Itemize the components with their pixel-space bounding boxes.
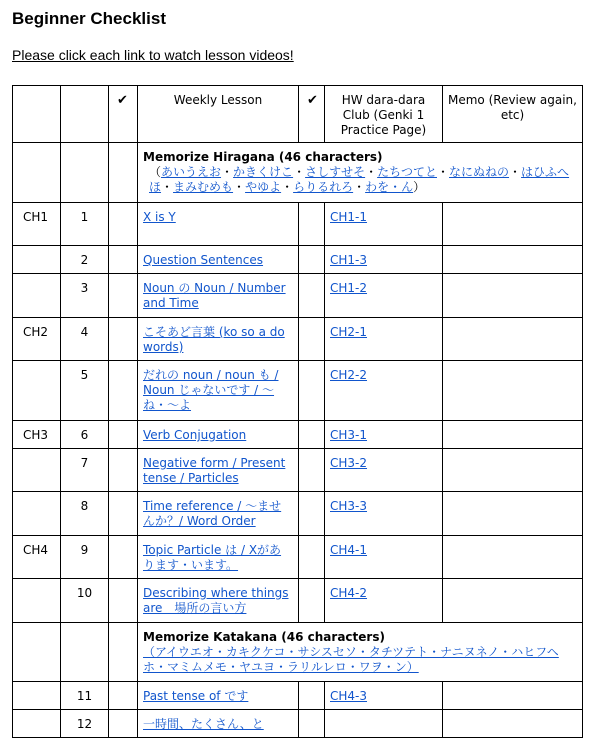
chapter-cell: CH3 [13, 421, 61, 449]
hiragana-link-wa-row[interactable]: わを・ん [365, 180, 414, 194]
katakana-links [143, 645, 577, 675]
hiragana-separator: ・ [281, 180, 294, 194]
lesson-checkbox-cell[interactable] [109, 449, 138, 492]
lesson-number: 5 [61, 361, 109, 421]
header-chapter [13, 86, 61, 143]
memo-cell[interactable] [443, 449, 583, 492]
lesson-cell [138, 203, 299, 246]
header-lesson-check: ✔ [109, 86, 138, 143]
lesson-cell [138, 246, 299, 274]
memo-cell[interactable] [443, 579, 583, 623]
lesson-link[interactable]: Negative form / Present tense / Particles [143, 456, 286, 485]
lesson-checkbox-cell[interactable] [109, 274, 138, 318]
lesson-row [13, 536, 583, 579]
chapter-cell [13, 492, 61, 536]
lesson-row [13, 492, 583, 536]
header-hw-check: ✔ [299, 86, 325, 143]
hw-link[interactable]: CH1-3 [330, 253, 368, 267]
lesson-link[interactable]: Describing where things are 場所の言い方 [143, 586, 289, 615]
header-weekly-lesson: Weekly Lesson [138, 86, 299, 143]
hw-link[interactable]: CH1-1 [330, 210, 368, 224]
header-homework: HW dara-dara Club (Genki 1 Practice Page) [325, 86, 443, 143]
hiragana-close-paren: ） [413, 180, 426, 194]
chapter-cell [13, 710, 61, 738]
hw-cell [325, 492, 443, 536]
lesson-number: 10 [61, 579, 109, 623]
lesson-number: 6 [61, 421, 109, 449]
hiragana-separator: ・ [365, 165, 378, 179]
lesson-row [13, 318, 583, 361]
lesson-row [13, 682, 583, 710]
chapter-cell [13, 449, 61, 492]
lesson-row [13, 361, 583, 421]
lesson-checkbox-cell[interactable] [109, 682, 138, 710]
katakana-spacer [13, 623, 61, 682]
lesson-link[interactable]: Verb Conjugation [143, 428, 247, 442]
hw-checkbox-cell[interactable] [299, 318, 325, 361]
page-subtitle: Please click each link to watch lesson videos! [12, 47, 294, 63]
hw-link[interactable]: CH3-1 [330, 428, 368, 442]
chapter-cell: CH1 [13, 203, 61, 246]
header-lesson-number [61, 86, 109, 143]
hw-link[interactable]: CH3-2 [330, 456, 368, 470]
lesson-row [13, 449, 583, 492]
hw-link[interactable]: CH3-3 [330, 499, 368, 513]
lesson-cell [138, 492, 299, 536]
memo-cell[interactable] [443, 318, 583, 361]
hiragana-separator: ・ [509, 165, 522, 179]
katakana-section-row [13, 623, 583, 682]
hiragana-links [143, 165, 577, 195]
hw-checkbox-cell[interactable] [299, 361, 325, 421]
hiragana-section-row [13, 143, 583, 203]
lesson-row [13, 579, 583, 623]
lesson-number: 1 [61, 203, 109, 246]
lesson-cell [138, 579, 299, 623]
lesson-number: 4 [61, 318, 109, 361]
lesson-link[interactable]: Topic Particle は / Xがあります・います。 [143, 543, 282, 572]
hiragana-link-ta-row[interactable]: たちつてと [377, 165, 437, 179]
hw-cell [325, 421, 443, 449]
hw-checkbox-cell[interactable] [299, 492, 325, 536]
lesson-link[interactable]: Question Sentences [143, 253, 264, 267]
lesson-checkbox-cell[interactable] [109, 246, 138, 274]
lesson-number: 2 [61, 246, 109, 274]
lesson-row [13, 421, 583, 449]
lesson-link[interactable]: Time reference / 〜ませんか？/ Word Order [143, 499, 282, 528]
memo-cell[interactable] [443, 682, 583, 710]
lesson-checkbox-cell[interactable] [109, 203, 138, 246]
chapter-cell [13, 274, 61, 318]
hw-cell [325, 449, 443, 492]
hiragana-spacer [109, 143, 138, 203]
lesson-checkbox-cell[interactable] [109, 536, 138, 579]
hw-cell [325, 246, 443, 274]
hw-cell [325, 579, 443, 623]
hw-cell [325, 710, 443, 738]
lesson-number: 8 [61, 492, 109, 536]
chapter-cell [13, 246, 61, 274]
hw-link[interactable]: CH4-2 [330, 586, 368, 600]
hw-checkbox-cell[interactable] [299, 246, 325, 274]
lesson-link[interactable]: X is Y [143, 210, 176, 224]
lesson-checkbox-cell[interactable] [109, 318, 138, 361]
hw-link[interactable]: CH1-2 [330, 281, 368, 295]
hw-checkbox-cell[interactable] [299, 710, 325, 738]
lesson-cell [138, 361, 299, 421]
chapter-cell: CH2 [13, 318, 61, 361]
hiragana-spacer [13, 143, 61, 203]
hw-cell [325, 274, 443, 318]
hiragana-link-ya-row[interactable]: やゆよ [245, 180, 282, 194]
hw-checkbox-cell[interactable] [299, 536, 325, 579]
hiragana-spacer [61, 143, 109, 203]
lesson-cell [138, 710, 299, 738]
lesson-cell [138, 421, 299, 449]
lesson-number: 12 [61, 710, 109, 738]
chapter-cell: CH4 [13, 536, 61, 579]
lesson-cell [138, 536, 299, 579]
lesson-cell [138, 274, 299, 318]
hiragana-title: Memorize Hiragana (46 characters) [143, 150, 383, 164]
hw-link[interactable]: CH2-2 [330, 368, 368, 382]
hiragana-link-na-row[interactable]: なにぬねの [449, 165, 510, 179]
katakana-spacer [61, 623, 109, 682]
hw-checkbox-cell[interactable] [299, 579, 325, 623]
hiragana-link-ka-row[interactable]: かきくけこ [233, 165, 294, 179]
memo-cell[interactable] [443, 536, 583, 579]
hw-checkbox-cell[interactable] [299, 203, 325, 246]
memo-cell[interactable] [443, 421, 583, 449]
hiragana-open-paren: （ [149, 165, 162, 179]
hw-link[interactable]: CH4-3 [330, 689, 368, 703]
lesson-number: 7 [61, 449, 109, 492]
hiragana-link-sa-row[interactable]: さしすせそ [305, 165, 366, 179]
lesson-checkbox-cell[interactable] [109, 361, 138, 421]
chapter-cell [13, 579, 61, 623]
katakana-title: Memorize Katakana (46 characters) [143, 630, 385, 644]
lesson-row [13, 246, 583, 274]
hiragana-separator: ・ [353, 180, 366, 194]
hiragana-separator: ・ [233, 180, 246, 194]
hiragana-link-ra-row[interactable]: らりるれろ [293, 180, 354, 194]
hiragana-link-a-row[interactable]: あいうえお [161, 165, 222, 179]
lesson-row [13, 710, 583, 738]
lesson-checkbox-cell[interactable] [109, 492, 138, 536]
memo-cell[interactable] [443, 246, 583, 274]
lesson-cell [138, 682, 299, 710]
header-row [13, 86, 583, 143]
hiragana-section [138, 143, 583, 203]
lesson-link[interactable]: だれの noun / noun も / Noun じゃないです / 〜ね・〜よ [143, 368, 279, 412]
lesson-checkbox-cell[interactable] [109, 421, 138, 449]
hw-checkbox-cell[interactable] [299, 274, 325, 318]
katakana-link[interactable]: （アイウエオ・カキクケコ・サシスセソ・タチツテト・ナニヌネノ・ハヒフヘホ・マミムメモ・ヤユヨ・ラリルレロ・ワヲ・ン） [143, 645, 559, 674]
hw-checkbox-cell[interactable] [299, 421, 325, 449]
lesson-checkbox-cell[interactable] [109, 579, 138, 623]
katakana-spacer [109, 623, 138, 682]
lesson-row [13, 203, 583, 246]
katakana-section [138, 623, 583, 682]
memo-cell[interactable] [443, 492, 583, 536]
header-memo: Memo (Review again, etc) [443, 86, 583, 143]
hiragana-separator: ・ [293, 165, 306, 179]
hw-cell [325, 361, 443, 421]
lesson-checkbox-cell[interactable] [109, 710, 138, 738]
hiragana-link-ha-row[interactable]: はひふへほ [149, 165, 570, 194]
hw-checkbox-cell[interactable] [299, 682, 325, 710]
memo-cell[interactable] [443, 361, 583, 421]
hiragana-separator: ・ [437, 165, 450, 179]
hw-link[interactable]: CH4-1 [330, 543, 368, 557]
memo-cell[interactable] [443, 274, 583, 318]
hw-cell [325, 536, 443, 579]
hw-cell [325, 682, 443, 710]
lesson-cell [138, 318, 299, 361]
chapter-cell [13, 361, 61, 421]
hw-link[interactable]: CH2-1 [330, 325, 368, 339]
lesson-link[interactable]: こそあど言葉 (ko so a do words) [143, 325, 285, 354]
lesson-link[interactable]: Noun の Noun / Number and Time [143, 281, 286, 310]
hw-checkbox-cell[interactable] [299, 449, 325, 492]
lesson-number: 11 [61, 682, 109, 710]
lesson-cell [138, 449, 299, 492]
lesson-link[interactable]: Past tense of です [143, 689, 249, 703]
hiragana-separator: ・ [161, 180, 174, 194]
hw-cell [325, 203, 443, 246]
lesson-number: 9 [61, 536, 109, 579]
hiragana-link-ma-row[interactable]: まみむめも [173, 180, 234, 194]
chapter-cell [13, 682, 61, 710]
lesson-number: 3 [61, 274, 109, 318]
hw-cell [325, 318, 443, 361]
lesson-link[interactable]: 一時間、たくさん、と [143, 717, 264, 731]
memo-cell[interactable] [443, 710, 583, 738]
page-title: Beginner Checklist [12, 9, 166, 28]
checklist-table [12, 85, 583, 738]
memo-cell[interactable] [443, 203, 583, 246]
lesson-row [13, 274, 583, 318]
hiragana-separator: ・ [221, 165, 234, 179]
